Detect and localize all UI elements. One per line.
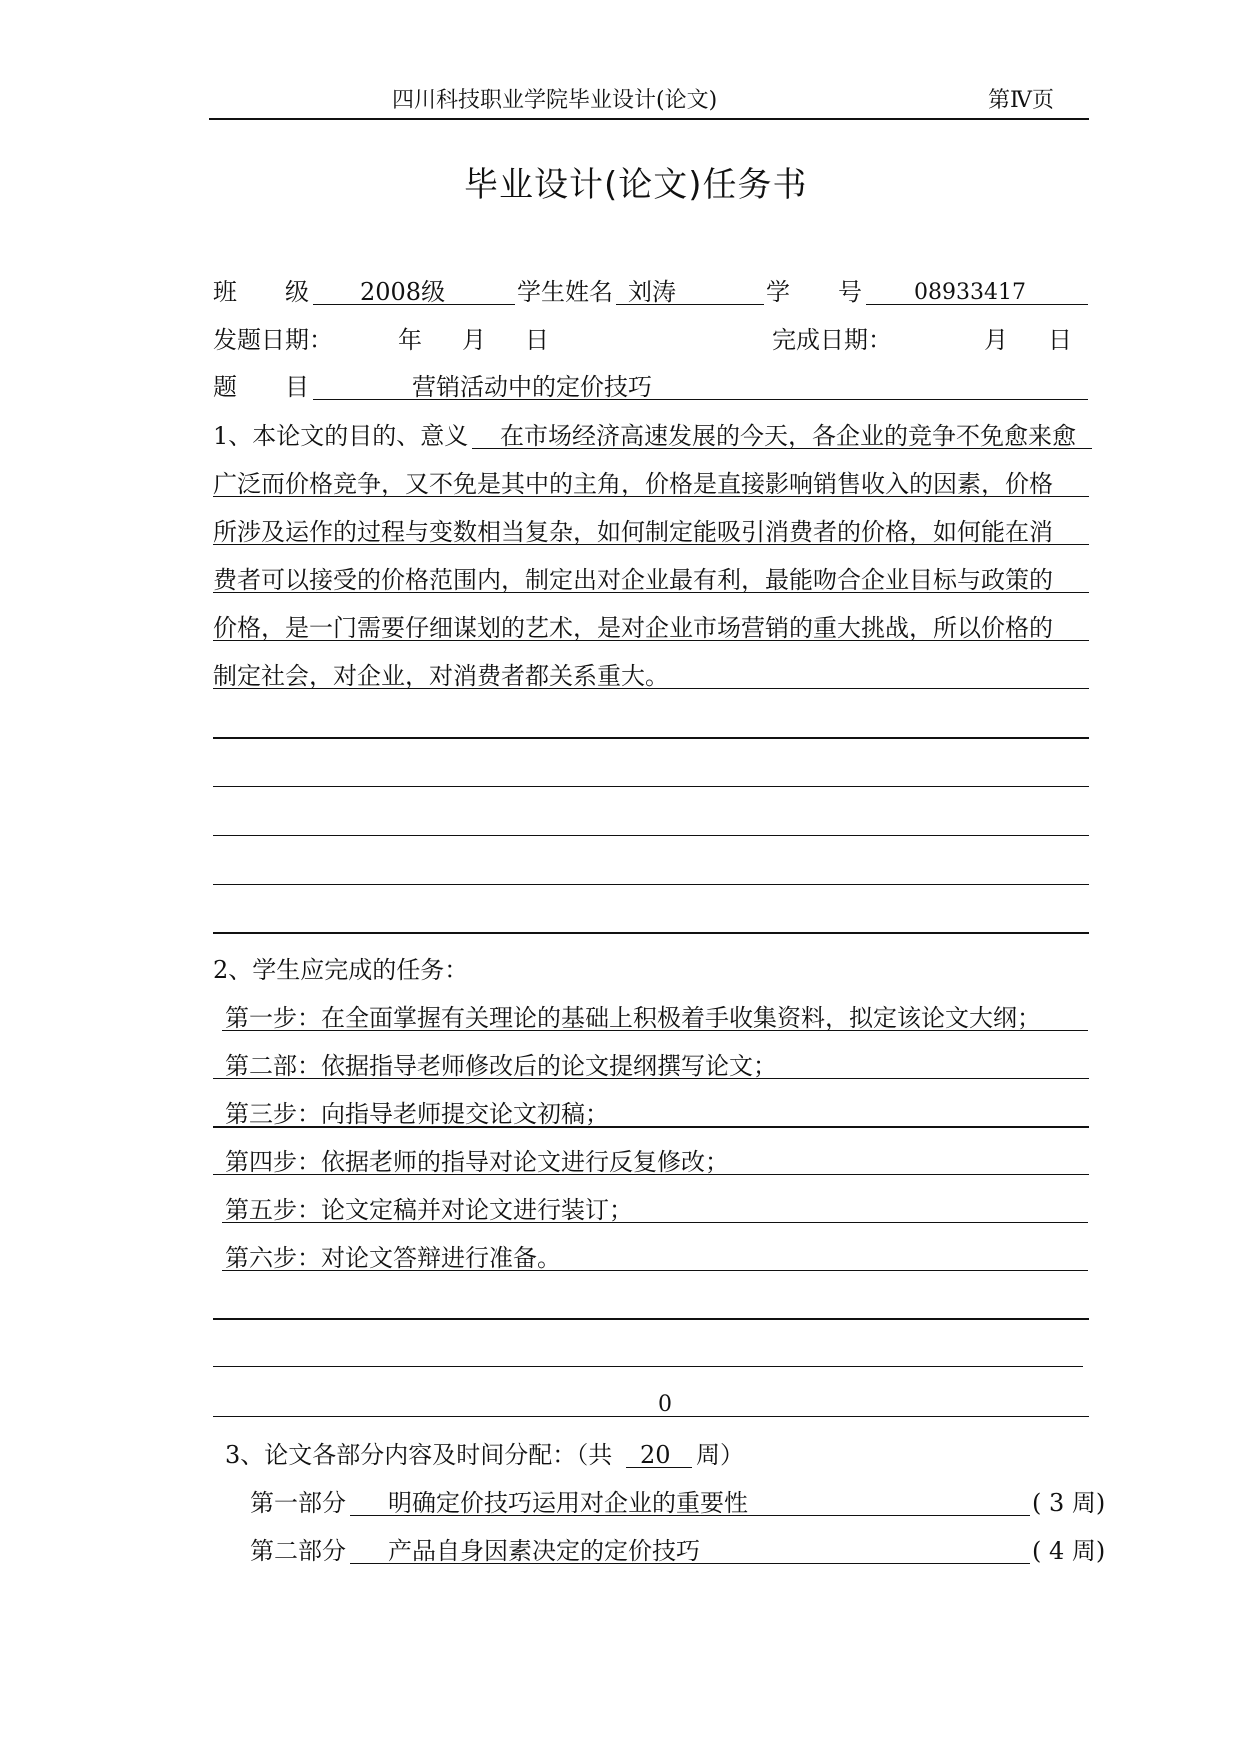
schedule-part-label: 第二部分: [250, 1537, 346, 1565]
schedule-heading-prefix: 3、论文各部分内容及时间分配：（共: [225, 1441, 613, 1469]
total-weeks-underline: [626, 1467, 692, 1468]
task-step-underline: [213, 1078, 1089, 1079]
blank-rule: [213, 884, 1089, 885]
student-id-underline: [866, 304, 1088, 305]
schedule-part-label: 第一部分: [250, 1489, 346, 1517]
document-title: 毕业设计(论文)任务书: [464, 165, 808, 205]
purpose-line: 制定社会，对企业，对消费者都关系重大。: [213, 662, 669, 690]
purpose-line: 费者可以接受的价格范围内，制定出对企业最有利，最能吻合企业目标与政策的: [213, 566, 1053, 594]
student-id-label: 学 号: [766, 278, 862, 306]
topic-value: 营销活动中的定价技巧: [412, 373, 652, 401]
purpose-underline: [213, 640, 1089, 641]
blank-rule: [213, 1366, 1083, 1367]
schedule-part-underline: [350, 1563, 1030, 1564]
task-step: 第二部：依据指导老师修改后的论文提纲撰写论文；: [225, 1052, 777, 1080]
purpose-underline: [213, 496, 1089, 497]
blank-rule: [213, 835, 1089, 836]
task-step-underline: [213, 1126, 1089, 1128]
purpose-line: 价格，是一门需要仔细谋划的艺术，是对企业市场营销的重大挑战，所以价格的: [213, 614, 1053, 642]
student-name-underline: [616, 304, 764, 305]
schedule-part-underline: [350, 1515, 1030, 1516]
issue-date-day: 日: [525, 326, 549, 354]
purpose-underline: [472, 448, 1092, 449]
blank-rule: [213, 1318, 1089, 1320]
purpose-line: 广泛而价格竞争，又不免是其中的主角，价格是直接影响销售收入的因素，价格: [213, 470, 1053, 498]
finish-date-label: 完成日期：: [772, 326, 892, 354]
purpose-underline: [213, 688, 1089, 689]
stray-mark: 0: [658, 1392, 672, 1417]
blank-rule: [213, 1416, 1089, 1417]
issue-date-label: 发题日期：: [213, 326, 333, 354]
class-underline: [313, 304, 515, 305]
purpose-line: 在市场经济高速发展的今天，各企业的竞争不免愈来愈: [500, 422, 1076, 450]
purpose-line: 所涉及运作的过程与变数相当复杂，如何制定能吸引消费者的价格，如何能在消: [213, 518, 1053, 546]
task-step-underline: [213, 1174, 1089, 1175]
topic-underline: [313, 399, 1088, 400]
tasks-heading: 2、学生应完成的任务：: [213, 956, 469, 984]
page-number: 第Ⅳ页: [988, 88, 1054, 113]
purpose-underline: [213, 592, 1089, 593]
schedule-part-content: 产品自身因素决定的定价技巧: [388, 1537, 700, 1565]
task-step: 第一步：在全面掌握有关理论的基础上积极着手收集资料，拟定该论文大纲；: [225, 1004, 1041, 1032]
schedule-part-weeks: ( 3 周): [1032, 1489, 1106, 1517]
finish-date-month: 月: [984, 326, 1008, 354]
purpose-underline: [213, 544, 1089, 545]
task-step: 第六步：对论文答辩进行准备。: [225, 1244, 561, 1272]
student-id-value: 08933417: [914, 280, 1026, 305]
topic-label: 题 目: [213, 373, 309, 401]
issue-date-month: 月: [462, 326, 486, 354]
schedule-total-weeks: 20: [640, 1441, 671, 1469]
class-label: 班 级: [213, 278, 309, 306]
class-value: 2008级: [360, 278, 446, 306]
running-header-title: 四川科技职业学院毕业设计(论文): [392, 88, 718, 113]
finish-date-day: 日: [1048, 326, 1072, 354]
blank-rule: [213, 786, 1089, 787]
task-step-underline: [222, 1030, 1088, 1031]
schedule-part-weeks: ( 4 周): [1032, 1537, 1106, 1565]
student-name-label: 学生姓名: [517, 278, 613, 306]
issue-date-year: 年: [398, 326, 422, 354]
schedule-heading-suffix: 周）: [696, 1441, 744, 1469]
blank-rule: [213, 737, 1089, 739]
student-name-value: 刘涛: [628, 278, 676, 306]
task-step-underline: [222, 1222, 1088, 1223]
task-step: 第五步：论文定稿并对论文进行装订；: [225, 1196, 633, 1224]
task-step: 第三步：向指导老师提交论文初稿；: [225, 1100, 609, 1128]
task-step: 第四步：依据老师的指导对论文进行反复修改；: [225, 1148, 729, 1176]
blank-rule: [213, 932, 1089, 934]
task-step-underline: [222, 1270, 1088, 1271]
header-rule: [209, 118, 1089, 120]
purpose-heading: 1、本论文的目的、意义: [213, 422, 469, 450]
schedule-part-content: 明确定价技巧运用对企业的重要性: [388, 1489, 748, 1517]
